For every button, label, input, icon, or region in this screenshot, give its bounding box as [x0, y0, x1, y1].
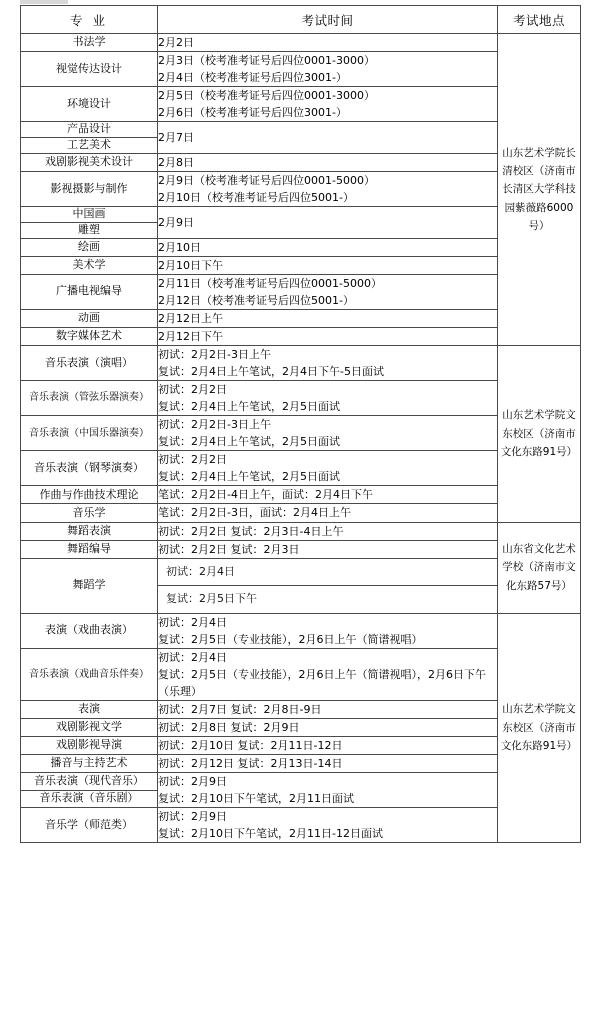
major-cell: 影视摄影与制作	[21, 171, 158, 206]
major-cell: 戏剧影视导演	[21, 736, 158, 754]
major-cell: 音乐表演（现代音乐）	[21, 773, 158, 791]
table-row	[21, 238, 581, 256]
exam-time-cell	[158, 773, 498, 808]
table-row	[21, 540, 581, 558]
exam-time-line: 初试：2月2日-3日上午	[158, 418, 271, 432]
exam-time-line: 复试：2月4日上午笔试，2月5日面试	[158, 470, 340, 484]
table-body	[21, 6, 581, 843]
major-cell: 播音与主持艺术	[21, 754, 158, 772]
exam-time-line: 复试：2月5日（专业技能），2月6日上午（简谱视唱）	[158, 632, 423, 646]
exam-time-cell	[158, 416, 498, 451]
exam-time-line: 2月12日上午	[158, 311, 223, 325]
exam-time-cell	[158, 522, 498, 540]
exam-time-cell	[158, 256, 498, 274]
exam-time-cell	[158, 87, 498, 122]
exam-time-line: 初试：2月4日	[158, 615, 227, 629]
column-header-major: 专 业	[21, 6, 158, 34]
exam-time-line: 2月8日	[158, 155, 194, 169]
exam-time-line: 2月7日	[158, 131, 194, 145]
exam-time-line: 2月12日（校考准考证号后四位5001-）	[158, 293, 354, 307]
major-cell: 美术学	[21, 256, 158, 274]
exam-time-line: 2月10日	[158, 240, 201, 254]
exam-time-line: 初试：2月8日 复试：2月9日	[158, 720, 300, 734]
exam-time-cell	[158, 613, 498, 648]
exam-time-line: 笔试：2月2日-4日上午，面试：2月4日下午	[158, 488, 373, 502]
exam-time-cell	[158, 207, 498, 239]
exam-time-line: 2月2日	[158, 36, 194, 49]
exam-time-line: 2月5日（校考准考证号后四位0001-3000）	[158, 89, 375, 103]
exam-time-cell	[158, 540, 498, 558]
table-row	[21, 52, 581, 87]
major-cell: 产品设计	[21, 122, 158, 138]
table-row	[21, 171, 581, 206]
table-row	[21, 700, 581, 718]
exam-time-line: 初试：2月9日	[158, 810, 227, 824]
major-cell: 作曲与作曲技术理论	[21, 486, 158, 504]
table-row	[21, 327, 581, 345]
table-row	[21, 451, 581, 486]
exam-time-cell	[158, 718, 498, 736]
major-cell: 广播电视编导	[21, 274, 158, 309]
table-row	[21, 34, 581, 52]
exam-time-line: 初试：2月2日 复试：2月3日	[158, 542, 300, 556]
exam-place-cell: 山东艺术学院长清校区（济南市长清区大学科技园紫薇路6000号）	[498, 34, 581, 346]
exam-time-line: 复试：2月10日下午笔试，2月11日-12日面试	[158, 827, 383, 841]
table-row	[21, 486, 581, 504]
exam-time-cell	[158, 153, 498, 171]
major-cell: 雕塑	[21, 222, 158, 238]
table-row	[21, 87, 581, 122]
major-cell: 视觉传达设计	[21, 52, 158, 87]
major-cell: 表演（戏曲表演）	[21, 613, 158, 648]
exam-time-line: 初试：2月4日	[158, 559, 497, 587]
column-header-place: 考试地点	[498, 6, 581, 34]
major-cell: 音乐表演（演唱）	[21, 346, 158, 381]
major-cell: 书法学	[21, 34, 158, 52]
exam-time-cell	[158, 52, 498, 87]
exam-time-line: 2月3日（校考准考证号后四位0001-3000）	[158, 54, 375, 68]
table-row	[21, 736, 581, 754]
exam-time-line: 初试：2月2日 复试：2月3日-4日上午	[158, 524, 344, 538]
table-row	[21, 648, 581, 700]
exam-time-line: 2月6日（校考准考证号后四位3001-）	[158, 106, 347, 120]
column-header-time: 考试时间	[158, 6, 498, 34]
exam-time-line: 初试：2月7日 复试：2月8日-9日	[158, 702, 322, 716]
exam-time-cell	[158, 238, 498, 256]
exam-time-cell	[158, 381, 498, 416]
major-cell: 中国画	[21, 207, 158, 223]
top-edge-artifact	[20, 0, 68, 4]
exam-time-line: 2月4日（校考准考证号后四位3001-）	[158, 71, 347, 85]
exam-time-cell	[158, 274, 498, 309]
exam-place-cell: 山东艺术学院文东校区（济南市文化东路91号）	[498, 613, 581, 843]
exam-time-cell	[158, 327, 498, 345]
exam-time-line: 2月10日（校考准考证号后四位5001-）	[158, 191, 354, 205]
exam-time-line: 初试：2月12日 复试：2月13日-14日	[158, 756, 343, 770]
exam-time-cell	[158, 122, 498, 154]
exam-time-line: 2月9日（校考准考证号后四位0001-5000）	[158, 173, 375, 187]
exam-time-cell	[158, 504, 498, 522]
exam-time-cell	[158, 171, 498, 206]
table-row	[21, 381, 581, 416]
table-row	[21, 122, 581, 138]
exam-time-line: 初试：2月9日	[158, 775, 227, 789]
exam-time-line: 初试：2月2日	[158, 383, 227, 397]
major-cell: 戏剧影视美术设计	[21, 153, 158, 171]
exam-time-line: 2月9日	[158, 215, 194, 229]
exam-place-cell: 山东艺术学院文东校区（济南市文化东路91号）	[498, 346, 581, 522]
exam-time-line: 复试：2月5日下午	[166, 592, 257, 606]
exam-time-line: 复试：2月10日下午笔试，2月11日面试	[158, 792, 354, 806]
major-cell: 音乐学（师范类）	[21, 808, 158, 843]
table-row	[21, 773, 581, 791]
table-row	[21, 274, 581, 309]
table-row	[21, 309, 581, 327]
exam-time-line: 初试：2月4日	[158, 650, 227, 664]
table-row	[21, 153, 581, 171]
exam-time-cell	[158, 648, 498, 700]
exam-time-line: 2月11日（校考准考证号后四位0001-5000）	[158, 276, 382, 290]
exam-time-cell	[158, 808, 498, 843]
table-row	[21, 346, 581, 381]
table-row	[21, 416, 581, 451]
major-cell: 动画	[21, 309, 158, 327]
table-row	[21, 613, 581, 648]
exam-schedule-table	[20, 5, 581, 843]
exam-time-line: 初试：2月10日 复试：2月11日-12日	[158, 738, 343, 752]
exam-time-line: 2月10日下午	[158, 258, 223, 272]
exam-schedule-sheet	[20, 5, 580, 843]
table-header-row	[21, 6, 581, 34]
exam-time-cell	[158, 309, 498, 327]
exam-place-cell: 山东省文化艺术学校（济南市文化东路57号）	[498, 522, 581, 613]
exam-time-cell	[158, 736, 498, 754]
major-cell: 戏剧影视文学	[21, 718, 158, 736]
major-cell: 音乐表演（钢琴演奏）	[21, 451, 158, 486]
major-cell: 音乐表演（中国乐器演奏）	[21, 416, 158, 451]
major-cell: 音乐表演（音乐剧）	[21, 790, 158, 808]
exam-time-cell	[158, 451, 498, 486]
table-row	[21, 504, 581, 522]
major-cell: 舞蹈表演	[21, 522, 158, 540]
exam-time-line: 笔试：2月2日-3日，面试：2月4日上午	[158, 506, 351, 520]
exam-time-cell	[158, 346, 498, 381]
exam-time-cell	[158, 754, 498, 772]
exam-time-line: 初试：2月2日	[158, 453, 227, 467]
exam-time-line: 复试：2月5日（专业技能），2月6日上午（简谱视唱），2月6日下午（乐理）	[158, 667, 486, 698]
major-cell: 音乐表演（戏曲音乐伴奏）	[21, 648, 158, 700]
major-cell: 舞蹈学	[21, 558, 158, 613]
exam-time-cell	[158, 34, 498, 52]
exam-time-line: 复试：2月4日上午笔试，2月4日下午-5日面试	[158, 365, 384, 379]
major-cell: 工艺美术	[21, 138, 158, 154]
table-row	[21, 558, 581, 613]
major-cell: 舞蹈编导	[21, 540, 158, 558]
table-row	[21, 207, 581, 223]
major-cell: 数字媒体艺术	[21, 327, 158, 345]
exam-time-line: 初试：2月2日-3日上午	[158, 348, 271, 362]
exam-time-cell	[158, 558, 498, 613]
exam-time-cell	[158, 486, 498, 504]
exam-time-line: 复试：2月4日上午笔试，2月5日面试	[158, 435, 340, 449]
exam-time-line: 复试：2月4日上午笔试，2月5日面试	[158, 400, 340, 414]
exam-time-cell	[158, 700, 498, 718]
table-row	[21, 718, 581, 736]
major-cell: 表演	[21, 700, 158, 718]
exam-time-line: 2月12日下午	[158, 329, 223, 343]
table-row	[21, 256, 581, 274]
major-cell: 音乐表演（管弦乐器演奏）	[21, 381, 158, 416]
table-row	[21, 522, 581, 540]
table-row	[21, 754, 581, 772]
major-cell: 绘画	[21, 238, 158, 256]
major-cell: 音乐学	[21, 504, 158, 522]
major-cell: 环境设计	[21, 87, 158, 122]
table-row	[21, 808, 581, 843]
